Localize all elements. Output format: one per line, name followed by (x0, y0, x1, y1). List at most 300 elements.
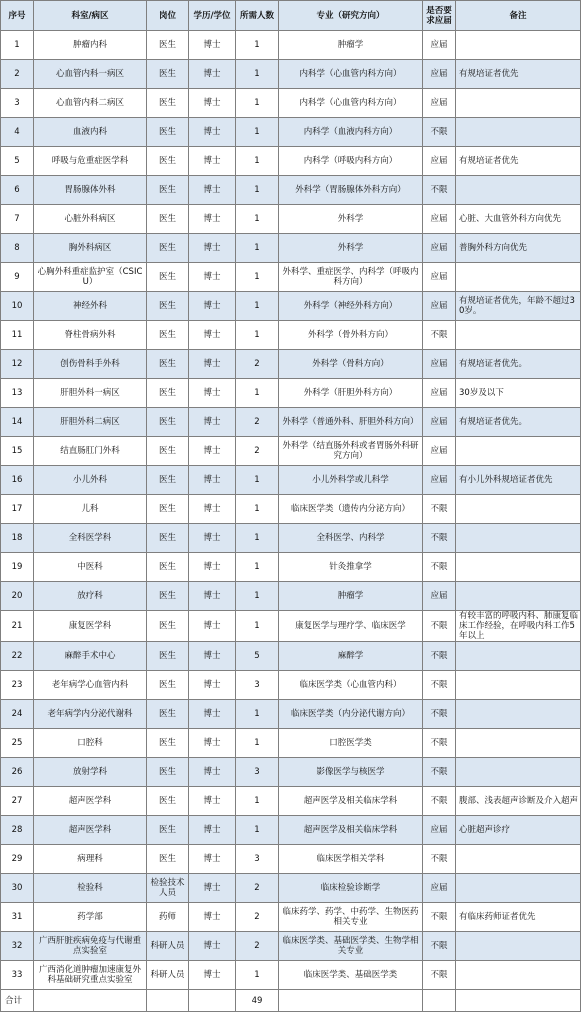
cell-remark (456, 700, 581, 729)
total-empty-post (147, 990, 189, 1012)
cell-dept: 康复医学科 (34, 611, 147, 642)
cell-edu: 博士 (189, 60, 236, 89)
cell-major: 外科学（骨外科方向） (279, 321, 423, 350)
table-row (1, 321, 581, 350)
cell-dept: 结直肠肛门外科 (34, 437, 147, 466)
cell-post: 科研人员 (147, 932, 189, 961)
table-row (1, 874, 581, 903)
cell-seq: 27 (1, 787, 34, 816)
cell-num: 2 (236, 903, 279, 932)
cell-edu: 博士 (189, 466, 236, 495)
cell-seq: 7 (1, 205, 34, 234)
cell-edu: 博士 (189, 350, 236, 379)
cell-dept: 广西消化道肿瘤加速康复外科基础研究重点实验室 (34, 961, 147, 990)
cell-post: 医生 (147, 611, 189, 642)
cell-num: 1 (236, 263, 279, 292)
cell-dept: 病理科 (34, 845, 147, 874)
cell-major: 影像医学与核医学 (279, 758, 423, 787)
cell-major: 外科学（胃肠腺体外科方向） (279, 176, 423, 205)
cell-dept: 放疗科 (34, 582, 147, 611)
cell-num: 1 (236, 787, 279, 816)
cell-post: 医生 (147, 147, 189, 176)
cell-post: 医生 (147, 89, 189, 118)
cell-fresh: 应届 (423, 60, 456, 89)
cell-num: 1 (236, 611, 279, 642)
cell-major: 临床医学类、基础医学类 (279, 961, 423, 990)
cell-edu: 博士 (189, 263, 236, 292)
cell-major: 内科学（心血管内科方向） (279, 60, 423, 89)
cell-num: 1 (236, 118, 279, 147)
cell-edu: 博士 (189, 118, 236, 147)
cell-post: 医生 (147, 524, 189, 553)
cell-num: 3 (236, 845, 279, 874)
table-row (1, 758, 581, 787)
cell-major: 肿瘤学 (279, 582, 423, 611)
cell-edu: 博士 (189, 379, 236, 408)
cell-remark: 有规培证者优先 (456, 147, 581, 176)
cell-dept: 小儿外科 (34, 466, 147, 495)
cell-num: 1 (236, 553, 279, 582)
cell-post: 医生 (147, 379, 189, 408)
cell-edu: 博士 (189, 31, 236, 60)
cell-seq: 1 (1, 31, 34, 60)
cell-edu: 博士 (189, 642, 236, 671)
cell-seq: 18 (1, 524, 34, 553)
table-row (1, 816, 581, 845)
cell-fresh: 不限 (423, 903, 456, 932)
cell-major: 肿瘤学 (279, 31, 423, 60)
cell-num: 1 (236, 234, 279, 263)
table-row (1, 408, 581, 437)
table-row (1, 350, 581, 379)
cell-dept: 神经外科 (34, 292, 147, 321)
table-body (1, 31, 581, 990)
cell-num: 2 (236, 932, 279, 961)
cell-fresh: 不限 (423, 495, 456, 524)
cell-remark: 心脏、大血管外科方向优先 (456, 205, 581, 234)
cell-major: 临床医学类（遗传内分泌方向） (279, 495, 423, 524)
cell-dept: 老年病学内分泌代谢科 (34, 700, 147, 729)
cell-num: 1 (236, 961, 279, 990)
cell-edu: 博士 (189, 729, 236, 758)
cell-fresh: 应届 (423, 408, 456, 437)
cell-edu: 博士 (189, 234, 236, 263)
cell-post: 医生 (147, 408, 189, 437)
cell-post: 医生 (147, 758, 189, 787)
table-row (1, 729, 581, 758)
header-dept: 科室/病区 (34, 1, 147, 31)
cell-dept: 老年病学心血管内科 (34, 671, 147, 700)
table-row (1, 582, 581, 611)
cell-remark: 有规培证者优先。 (456, 408, 581, 437)
cell-seq: 17 (1, 495, 34, 524)
cell-edu: 博士 (189, 292, 236, 321)
cell-major: 康复医学与理疗学、临床医学 (279, 611, 423, 642)
cell-post: 医生 (147, 553, 189, 582)
cell-seq: 5 (1, 147, 34, 176)
cell-num: 3 (236, 758, 279, 787)
cell-post: 医生 (147, 350, 189, 379)
cell-dept: 心脏外科病区 (34, 205, 147, 234)
cell-dept: 血液内科 (34, 118, 147, 147)
cell-major: 外科学 (279, 234, 423, 263)
cell-dept: 胃肠腺体外科 (34, 176, 147, 205)
cell-remark (456, 961, 581, 990)
cell-fresh: 应届 (423, 379, 456, 408)
cell-num: 1 (236, 205, 279, 234)
cell-remark (456, 263, 581, 292)
cell-remark (456, 176, 581, 205)
cell-post: 医生 (147, 787, 189, 816)
cell-seq: 26 (1, 758, 34, 787)
cell-post: 医生 (147, 176, 189, 205)
table-row (1, 379, 581, 408)
cell-fresh: 不限 (423, 932, 456, 961)
table-row (1, 553, 581, 582)
cell-major: 临床药学、药学、中药学、生物医药相关专业 (279, 903, 423, 932)
cell-num: 1 (236, 582, 279, 611)
table-row (1, 611, 581, 642)
cell-post: 医生 (147, 205, 189, 234)
cell-num: 1 (236, 60, 279, 89)
cell-major: 口腔医学类 (279, 729, 423, 758)
cell-dept: 呼吸与危重症医学科 (34, 147, 147, 176)
cell-edu: 博士 (189, 205, 236, 234)
cell-major: 外科学 (279, 205, 423, 234)
cell-fresh: 不限 (423, 642, 456, 671)
table-row (1, 118, 581, 147)
cell-edu: 博士 (189, 932, 236, 961)
table-row (1, 205, 581, 234)
cell-dept: 创伤骨科手外科 (34, 350, 147, 379)
cell-fresh: 不限 (423, 787, 456, 816)
cell-dept: 脊柱骨病外科 (34, 321, 147, 350)
header-fresh: 是否要求应届 (423, 1, 456, 31)
cell-major: 内科学（血液内科方向） (279, 118, 423, 147)
cell-dept: 超声医学科 (34, 816, 147, 845)
cell-post: 科研人员 (147, 961, 189, 990)
cell-num: 1 (236, 176, 279, 205)
cell-post: 医生 (147, 729, 189, 758)
cell-num: 2 (236, 874, 279, 903)
cell-fresh: 应届 (423, 147, 456, 176)
cell-dept: 麻醉手术中心 (34, 642, 147, 671)
cell-edu: 博士 (189, 495, 236, 524)
cell-fresh: 不限 (423, 845, 456, 874)
cell-remark: 腹部、浅表超声诊断及介入超声 (456, 787, 581, 816)
table-row (1, 903, 581, 932)
cell-post: 医生 (147, 816, 189, 845)
cell-num: 1 (236, 816, 279, 845)
cell-post: 医生 (147, 292, 189, 321)
cell-post: 医生 (147, 263, 189, 292)
cell-remark: 有规培证者优先。 (456, 350, 581, 379)
table-row (1, 263, 581, 292)
cell-major: 针灸推拿学 (279, 553, 423, 582)
cell-remark: 30岁及以下 (456, 379, 581, 408)
cell-dept: 超声医学科 (34, 787, 147, 816)
cell-num: 1 (236, 321, 279, 350)
table-row (1, 787, 581, 816)
cell-dept: 检验科 (34, 874, 147, 903)
cell-major: 临床医学类（内分泌代谢方向） (279, 700, 423, 729)
cell-seq: 13 (1, 379, 34, 408)
table-row (1, 234, 581, 263)
cell-fresh: 应届 (423, 874, 456, 903)
cell-remark: 有临床药师证者优先 (456, 903, 581, 932)
cell-post: 医生 (147, 118, 189, 147)
cell-seq: 14 (1, 408, 34, 437)
cell-num: 2 (236, 437, 279, 466)
cell-seq: 12 (1, 350, 34, 379)
header-edu: 学历/学位 (189, 1, 236, 31)
cell-major: 临床医学类（心血管内科） (279, 671, 423, 700)
cell-fresh: 应届 (423, 89, 456, 118)
cell-edu: 博士 (189, 874, 236, 903)
cell-remark (456, 495, 581, 524)
cell-num: 1 (236, 292, 279, 321)
cell-remark: 心脏超声诊疗 (456, 816, 581, 845)
cell-fresh: 应届 (423, 263, 456, 292)
cell-remark (456, 874, 581, 903)
cell-remark: 有较丰富的呼吸内科、肺康复临床工作经验，在呼吸内科工作5年以上 (456, 611, 581, 642)
cell-remark: 普胸外科方向优先 (456, 234, 581, 263)
cell-major: 外科学（肝胆外科方向） (279, 379, 423, 408)
cell-edu: 博士 (189, 553, 236, 582)
cell-fresh: 不限 (423, 611, 456, 642)
cell-fresh: 不限 (423, 758, 456, 787)
cell-edu: 博士 (189, 700, 236, 729)
total-label: 合计 (1, 990, 34, 1012)
cell-fresh: 不限 (423, 553, 456, 582)
cell-num: 1 (236, 495, 279, 524)
table-row (1, 466, 581, 495)
cell-dept: 心血管内科一病区 (34, 60, 147, 89)
cell-remark (456, 31, 581, 60)
cell-num: 1 (236, 466, 279, 495)
cell-dept: 药学部 (34, 903, 147, 932)
cell-seq: 10 (1, 292, 34, 321)
cell-remark (456, 118, 581, 147)
cell-fresh: 应届 (423, 234, 456, 263)
cell-seq: 22 (1, 642, 34, 671)
cell-fresh: 不限 (423, 700, 456, 729)
cell-edu: 博士 (189, 758, 236, 787)
cell-num: 1 (236, 147, 279, 176)
table-row (1, 31, 581, 60)
cell-fresh: 应届 (423, 582, 456, 611)
cell-remark: 有小儿外科规培证者优先 (456, 466, 581, 495)
total-empty-edu (189, 990, 236, 1012)
cell-post: 医生 (147, 234, 189, 263)
cell-major: 内科学（心血管内科方向） (279, 89, 423, 118)
cell-post: 医生 (147, 671, 189, 700)
cell-fresh: 不限 (423, 321, 456, 350)
cell-post: 医生 (147, 321, 189, 350)
cell-edu: 博士 (189, 582, 236, 611)
cell-dept: 儿科 (34, 495, 147, 524)
cell-seq: 19 (1, 553, 34, 582)
cell-post: 医生 (147, 642, 189, 671)
cell-remark (456, 582, 581, 611)
cell-major: 临床医学类、基础医学类、生物学相关专业 (279, 932, 423, 961)
cell-remark (456, 437, 581, 466)
table-row (1, 437, 581, 466)
table-row (1, 89, 581, 118)
table-row (1, 495, 581, 524)
cell-fresh: 应届 (423, 205, 456, 234)
cell-dept: 心胸外科重症监护室（CSICU） (34, 263, 147, 292)
cell-major: 外科学（普通外科、肝胆外科方向） (279, 408, 423, 437)
cell-dept: 放射学科 (34, 758, 147, 787)
cell-edu: 博士 (189, 671, 236, 700)
cell-major: 麻醉学 (279, 642, 423, 671)
cell-num: 2 (236, 408, 279, 437)
cell-seq: 30 (1, 874, 34, 903)
cell-dept: 肿瘤内科 (34, 31, 147, 60)
cell-num: 2 (236, 350, 279, 379)
cell-remark (456, 642, 581, 671)
cell-post: 医生 (147, 582, 189, 611)
cell-major: 外科学（骨科方向） (279, 350, 423, 379)
cell-edu: 博士 (189, 816, 236, 845)
total-empty-remark (456, 990, 581, 1012)
cell-post: 医生 (147, 466, 189, 495)
cell-seq: 31 (1, 903, 34, 932)
cell-major: 外科学、重症医学、内科学（呼吸内科方向） (279, 263, 423, 292)
cell-major: 全科医学、内科学 (279, 524, 423, 553)
cell-edu: 博士 (189, 961, 236, 990)
cell-seq: 25 (1, 729, 34, 758)
cell-major: 临床检验诊断学 (279, 874, 423, 903)
cell-seq: 8 (1, 234, 34, 263)
cell-fresh: 应届 (423, 292, 456, 321)
cell-major: 小儿外科学或儿科学 (279, 466, 423, 495)
table-row (1, 524, 581, 553)
cell-edu: 博士 (189, 437, 236, 466)
cell-edu: 博士 (189, 321, 236, 350)
cell-dept: 全科医学科 (34, 524, 147, 553)
cell-remark (456, 524, 581, 553)
cell-fresh: 不限 (423, 729, 456, 758)
cell-edu: 博士 (189, 903, 236, 932)
cell-num: 5 (236, 642, 279, 671)
table-row (1, 671, 581, 700)
cell-edu: 博士 (189, 787, 236, 816)
cell-remark (456, 89, 581, 118)
cell-seq: 6 (1, 176, 34, 205)
header-remark: 备注 (456, 1, 581, 31)
header-post: 岗位 (147, 1, 189, 31)
table-row (1, 642, 581, 671)
cell-edu: 博士 (189, 147, 236, 176)
cell-major: 临床医学相关学科 (279, 845, 423, 874)
cell-num: 1 (236, 524, 279, 553)
cell-edu: 博士 (189, 176, 236, 205)
table-row (1, 292, 581, 321)
cell-fresh: 不限 (423, 176, 456, 205)
total-empty-major (279, 990, 423, 1012)
cell-post: 药师 (147, 903, 189, 932)
cell-seq: 4 (1, 118, 34, 147)
table-row (1, 700, 581, 729)
cell-seq: 23 (1, 671, 34, 700)
cell-dept: 肝胆外科一病区 (34, 379, 147, 408)
cell-major: 外科学（结直肠外科或者胃肠外科研究方向） (279, 437, 423, 466)
total-row (1, 990, 581, 1012)
cell-seq: 24 (1, 700, 34, 729)
cell-seq: 29 (1, 845, 34, 874)
cell-fresh: 应届 (423, 816, 456, 845)
header-major: 专业（研究方向） (279, 1, 423, 31)
cell-post: 医生 (147, 700, 189, 729)
cell-remark (456, 932, 581, 961)
cell-fresh: 不限 (423, 524, 456, 553)
cell-seq: 11 (1, 321, 34, 350)
cell-post: 医生 (147, 60, 189, 89)
cell-edu: 博士 (189, 524, 236, 553)
cell-num: 1 (236, 89, 279, 118)
cell-major: 超声医学及相关临床学科 (279, 816, 423, 845)
cell-num: 3 (236, 671, 279, 700)
cell-major: 外科学（神经外科方向） (279, 292, 423, 321)
cell-seq: 21 (1, 611, 34, 642)
cell-seq: 28 (1, 816, 34, 845)
cell-seq: 32 (1, 932, 34, 961)
cell-seq: 20 (1, 582, 34, 611)
cell-fresh: 应届 (423, 31, 456, 60)
header-seq: 序号 (1, 1, 34, 31)
cell-post: 检验技术人员 (147, 874, 189, 903)
cell-dept: 中医科 (34, 553, 147, 582)
table-row (1, 845, 581, 874)
cell-remark: 有规培证者优先 (456, 60, 581, 89)
cell-seq: 9 (1, 263, 34, 292)
table-row (1, 961, 581, 990)
cell-seq: 2 (1, 60, 34, 89)
cell-num: 1 (236, 729, 279, 758)
cell-num: 1 (236, 700, 279, 729)
cell-seq: 16 (1, 466, 34, 495)
table-row (1, 60, 581, 89)
total-num: 49 (236, 990, 279, 1012)
table-row (1, 932, 581, 961)
cell-dept: 广西肝脏疾病免疫与代谢重点实验室 (34, 932, 147, 961)
header-num: 所需人数 (236, 1, 279, 31)
cell-post: 医生 (147, 31, 189, 60)
cell-remark (456, 758, 581, 787)
cell-num: 1 (236, 379, 279, 408)
cell-dept: 胸外科病区 (34, 234, 147, 263)
cell-seq: 15 (1, 437, 34, 466)
cell-remark (456, 845, 581, 874)
header-row (1, 1, 581, 31)
total-empty-dept (34, 990, 147, 1012)
table-row (1, 176, 581, 205)
cell-seq: 33 (1, 961, 34, 990)
cell-num: 1 (236, 31, 279, 60)
cell-post: 医生 (147, 437, 189, 466)
cell-fresh: 不限 (423, 671, 456, 700)
cell-major: 内科学（呼吸内科方向） (279, 147, 423, 176)
cell-remark: 有规培证者优先，年龄不超过30岁。 (456, 292, 581, 321)
cell-seq: 3 (1, 89, 34, 118)
cell-fresh: 应届 (423, 466, 456, 495)
cell-fresh: 应届 (423, 350, 456, 379)
cell-remark (456, 671, 581, 700)
cell-edu: 博士 (189, 845, 236, 874)
cell-remark (456, 553, 581, 582)
